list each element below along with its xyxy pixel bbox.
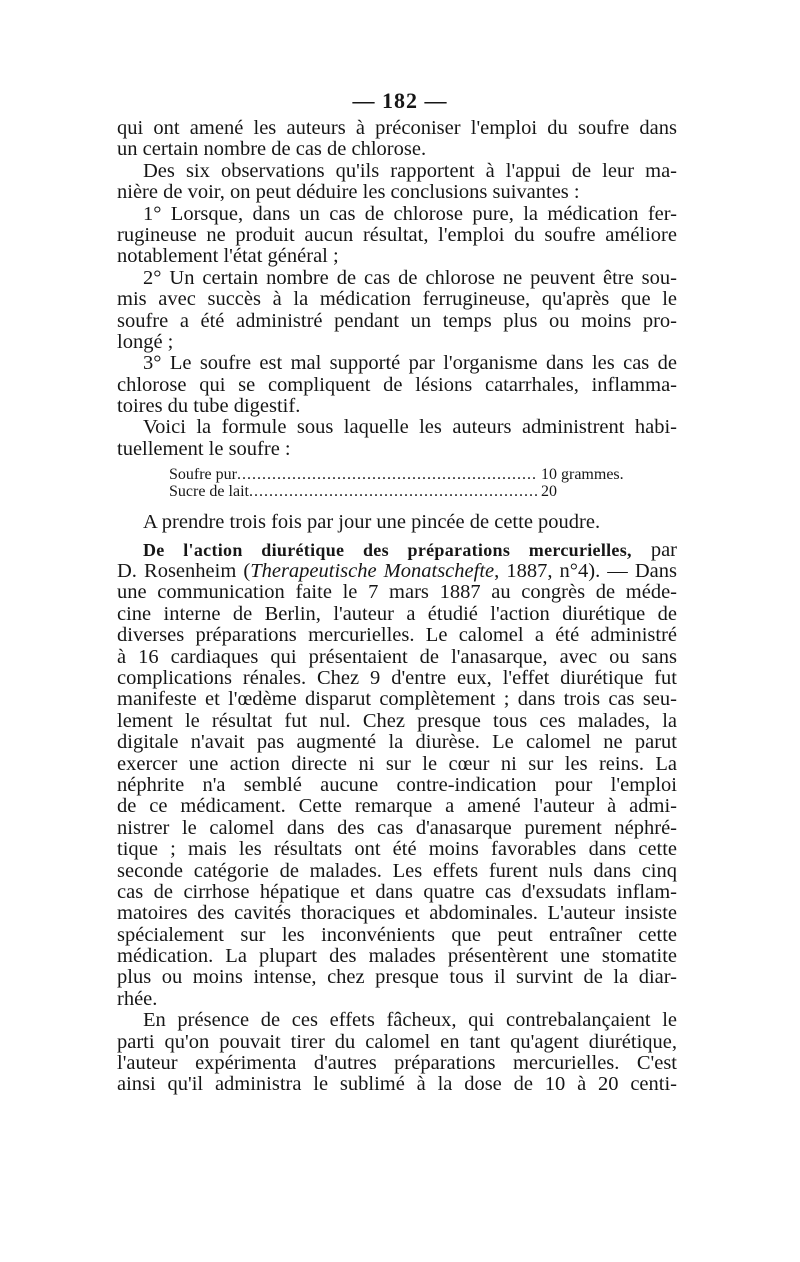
final-paragraph xyxy=(117,1010,677,1096)
text-line: nistrer le calomel dans des cas d'anasarque purement néphré- xyxy=(117,817,677,839)
text-line: longé ; xyxy=(117,331,174,353)
byline-suffix: par xyxy=(631,539,677,561)
text-line: exercer une action directe ni sur le cœur ni sur les reins. La xyxy=(117,753,677,775)
leader-dots xyxy=(237,466,537,483)
text-line: matoires des cavités thoraciques et abdominales. L'auteur insiste xyxy=(117,903,677,925)
text-body xyxy=(117,118,677,1096)
recipe-table xyxy=(169,466,625,500)
author-name: D. Rosenheim ( xyxy=(117,561,251,583)
page-number: — 182 — xyxy=(352,88,448,113)
text-line: Des six observations qu'ils rapportent à l'appui de leur ma- xyxy=(143,160,677,182)
text-line: médication. La plupart des malades présentèrent une stomatite xyxy=(117,946,677,968)
ingredient-name: Sucre de lait xyxy=(169,483,249,501)
conclusion-3 xyxy=(117,353,677,417)
text-line: notablement l'état général ; xyxy=(117,246,339,268)
conclusion-2 xyxy=(117,268,677,354)
text-line: de ce médicament. Cette remarque a amené l'auteur à admi- xyxy=(117,796,677,818)
article-section xyxy=(117,540,677,1011)
text-line: qui ont amené les auteurs à préconiser l'emploi du soufre dans xyxy=(117,118,677,139)
text-line: néphrite n'a semblé aucune contre-indication pour l'emploi xyxy=(117,774,677,796)
text-line: ainsi qu'il administra le sublimé à la dose de 10 à 20 centi- xyxy=(117,1074,677,1096)
section-title: De l'action diurétique des préparations mercurielles, xyxy=(143,539,632,560)
paragraph-2 xyxy=(117,161,677,204)
text-line: tique ; mais les résultats ont été moins favorables dans cette xyxy=(117,839,677,861)
text-line: rhée. xyxy=(117,988,158,1010)
text-line: tuellement le soufre : xyxy=(117,438,291,460)
journal-title: Therapeutische Monatschefte xyxy=(250,561,495,583)
leader-dots xyxy=(249,483,537,500)
ingredient-name: Soufre pur xyxy=(169,466,237,484)
section-heading-line xyxy=(117,540,677,561)
text-line: une communication faite le 7 mars 1887 au congrès de méde- xyxy=(117,582,677,604)
text-line: l'auteur expérimenta d'autres préparations mercurielles. C'est xyxy=(117,1053,677,1075)
text-line: mis avec succès à la médication ferrugineuse, qu'après que le xyxy=(117,289,677,311)
paragraph-1 xyxy=(117,118,677,161)
formula-intro xyxy=(117,417,677,460)
citation-line xyxy=(117,561,677,582)
text-line: cas de cirrhose hépatique et dans quatre cas d'exsudats inflam- xyxy=(117,881,677,903)
text-line: parti qu'on pouvait tirer du calomel en tant qu'agent diurétique, xyxy=(117,1031,677,1053)
text-line: digitale n'avait pas augmenté la diurèse. Le calomel ne parut xyxy=(117,732,677,754)
text-line: toires du tube digestif. xyxy=(117,396,301,418)
dosage-instruction: A prendre trois fois par jour une pincée de cette poudre. xyxy=(143,512,601,534)
text-line: spécialement sur les inconvénients que peut entraîner cette xyxy=(117,924,677,946)
text-line: à 16 cardiaques qui présentaient de l'anasarque, avec ou sans xyxy=(117,646,677,668)
text-line: un certain nombre de cas de chlorose. xyxy=(117,139,427,161)
text-line: complications rénales. Chez 9 d'entre eux, l'effet diurétique fut xyxy=(117,667,677,689)
text-line: lement le résultat fut nul. Chez presque tous ces malades, la xyxy=(117,710,677,732)
ingredient-quantity: 10 grammes. xyxy=(541,466,624,484)
text-line: rugineuse ne produit aucun résultat, l'emploi du soufre améliore xyxy=(117,224,677,246)
text-line: seconde catégorie de malades. Les effets furent nuls dans cinq xyxy=(117,860,677,882)
text-line: diverses préparations mercurielles. Le calomel a été administré xyxy=(117,625,677,647)
recipe-row xyxy=(169,466,625,483)
text-line: manifeste et l'œdème disparut complètement ; dans trois cas seu- xyxy=(117,689,677,711)
recipe-row xyxy=(169,483,625,500)
conclusion-1 xyxy=(117,204,677,268)
text-line: chlorose qui se compliquent de lésions catarrhales, inflamma- xyxy=(117,374,677,396)
ingredient-quantity: 20 xyxy=(541,483,557,501)
text-line: 3° Le soufre est mal supporté par l'organisme dans les cas de xyxy=(143,353,677,375)
text-line: plus ou moins intense, chez presque tous il survint de la diar- xyxy=(117,967,677,989)
text-line: soufre a été administré pendant un temps plus ou moins pro- xyxy=(117,310,677,332)
text-line: 1° Lorsque, dans un cas de chlorose pure, la médication fer- xyxy=(143,203,677,225)
text-line: En présence de ces effets fâcheux, qui contrebalançaient le xyxy=(143,1010,677,1032)
text-line: Voici la formule sous laquelle les auteurs administrent habi- xyxy=(143,417,677,439)
text-line: nière de voir, on peut déduire les conclusions suivantes : xyxy=(117,182,580,204)
citation-details: , 1887, n°4). — Dans xyxy=(494,561,677,583)
text-line: 2° Un certain nombre de cas de chlorose ne peuvent être sou- xyxy=(143,267,677,289)
text-line: cine interne de Berlin, l'auteur a étudié l'action diurétique de xyxy=(117,603,677,625)
